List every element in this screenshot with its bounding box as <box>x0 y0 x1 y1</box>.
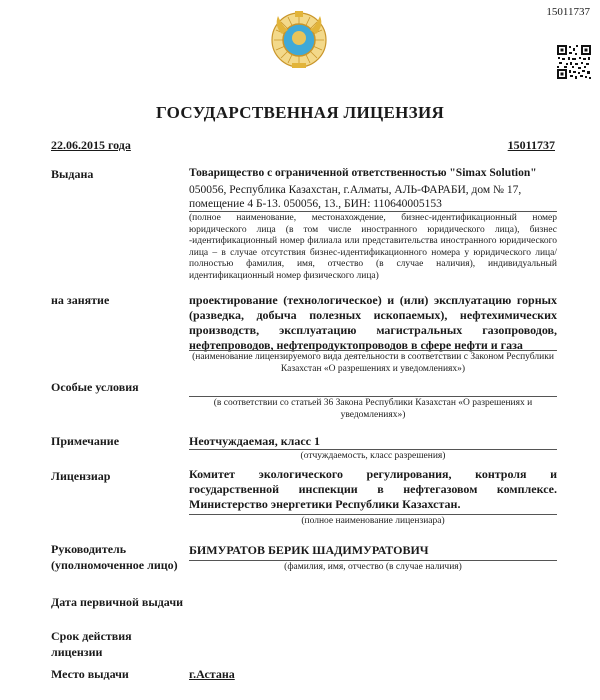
activity-value: проектирование (технологическое) и (или) эксплуатацию горных (разведка, добыча полезных ископаемых), нефтехимических производств, эксплуатацию магистральных газопроводов, нефтепроводов, нефтепродуктопроводов в сфере нефти и газа <box>189 293 557 352</box>
licensor-label: Лицензиар <box>51 469 111 483</box>
activity-label: на занятие <box>51 293 110 307</box>
license-number: 15011737 <box>507 138 555 152</box>
document-number: 15011737 <box>546 6 590 18</box>
issued-label: Выдана <box>51 167 94 181</box>
licensee-address-line1: 050056, Республика Казахстан, г.Алматы, АЛЬ-ФАРАБИ, дом № 17, <box>189 184 522 196</box>
head-note: (фамилия, имя, отчество (в случае наличия) <box>189 560 557 574</box>
licensor-note: (полное наименование лицензиара) <box>189 514 557 528</box>
remark-note: (отчуждаемость, класс разрешения) <box>189 449 557 463</box>
place-value: г.Астана <box>189 667 235 681</box>
state-emblem <box>268 8 330 70</box>
remark-value: Неотчуждаемая, класс 1 <box>189 434 320 448</box>
activity-note: (наименование лицензируемого вида деятельности в соответствии с Законом Республики Казахстан «О разрешениях и уведомлениях») <box>189 350 557 375</box>
licensee-name: Товарищество с ограниченной ответственностью "Simax Solution" <box>189 167 537 179</box>
validity-label-line1: Срок действия <box>51 629 132 643</box>
remark-label: Примечание <box>51 434 120 448</box>
validity-label-line2: лицензии <box>51 645 103 659</box>
head-label-line1: Руководитель <box>51 542 127 556</box>
head-value: БИМУРАТОВ БЕРИК ШАДИМУРАТОВИЧ <box>189 543 429 557</box>
licensee-note: (полное наименование, местонахождение, бизнес-идентификационный номер юридического лица (в том числе иностранного юридического лица), бизнес -идентификационный номер филиала или представительства иностранного юридического лица – в случае отсутствия бизнес-идентификационного номера у юридического лица/полностью фамилия, имя, отчество (в случае наличия), индивидуальный идентификационный номер физического лица) <box>189 213 557 281</box>
conditions-label: Особые условия <box>51 380 139 394</box>
licensor-value: Комитет экологического регулирования, контроля и государственной инспекции в нефтегазовом комплексе. Министерство энергетики Республики Казахстан. <box>189 467 557 511</box>
issue-date: 22.06.2015 года <box>51 138 131 152</box>
conditions-note: (в соответствии со статьей 36 Закона Республики Казахстан «О разрешениях и уведомлениях») <box>189 396 557 421</box>
page-title: ГОСУДАРСТВЕННАЯ ЛИЦЕНЗИЯ <box>155 103 445 122</box>
first-issue-label: Дата первичной выдачи <box>51 595 184 609</box>
qr-code <box>556 44 592 80</box>
licensee-address-line2: помещение 4 Б-13. 050056, 13., БИН: 110640005153 <box>189 198 442 210</box>
place-label: Место выдачи <box>51 667 129 681</box>
head-label-line2: (уполномоченное лицо) <box>51 558 178 572</box>
